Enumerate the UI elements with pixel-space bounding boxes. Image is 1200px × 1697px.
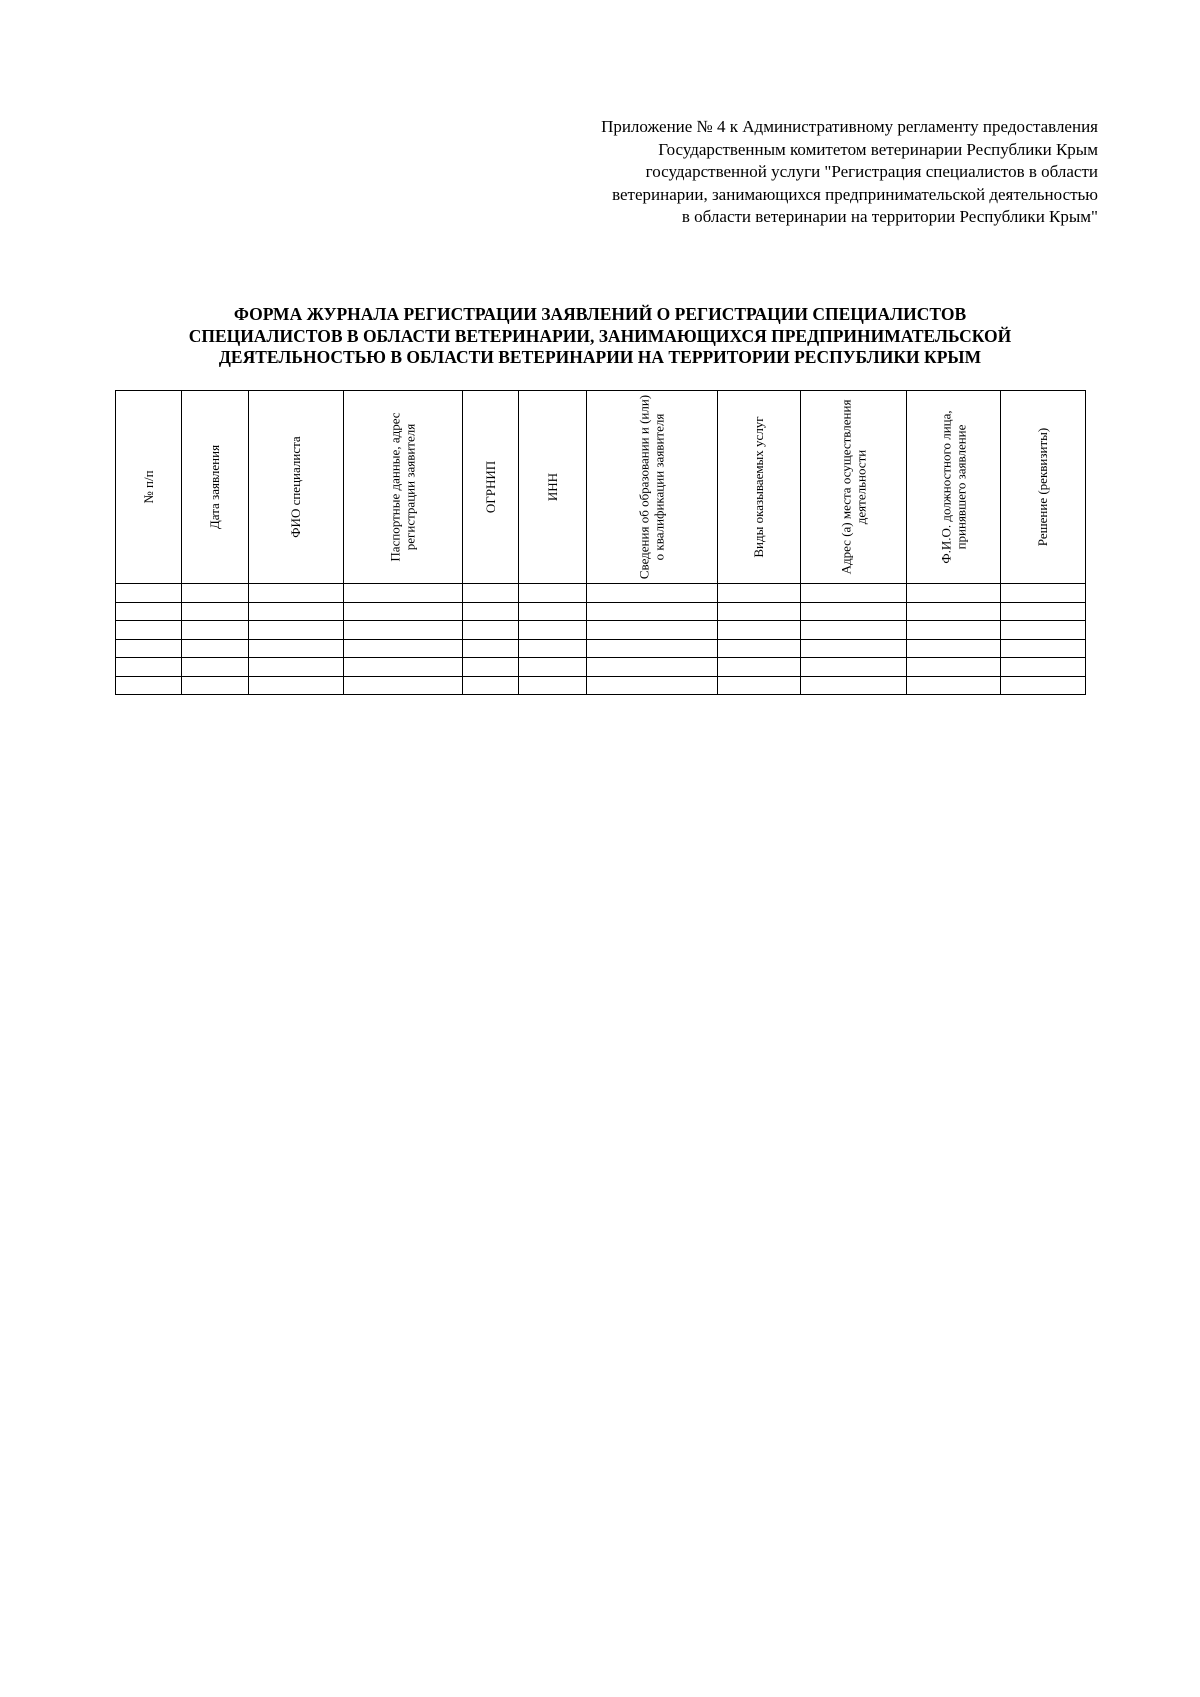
- appendix-line: государственной услуги "Регистрация специалистов в области: [645, 162, 1098, 181]
- table-cell[interactable]: [718, 602, 801, 621]
- form-title-line: ФОРМА ЖУРНАЛА РЕГИСТРАЦИИ ЗАЯВЛЕНИЙ О РЕГИСТРАЦИИ СПЕЦИАЛИСТОВ: [233, 304, 967, 324]
- column-header-label: Адрес (а) места осуществления деятельности: [838, 399, 868, 575]
- column-header-date: [182, 391, 249, 584]
- column-header-label: ОГРНИП: [482, 460, 498, 514]
- table-cell[interactable]: [907, 658, 1001, 677]
- table-cell[interactable]: [1001, 658, 1086, 677]
- table-cell[interactable]: [587, 602, 718, 621]
- table-row: [116, 639, 1086, 658]
- table-cell[interactable]: [1001, 676, 1086, 695]
- table-cell[interactable]: [587, 621, 718, 640]
- table-cell[interactable]: [249, 584, 344, 603]
- column-header-education: [587, 391, 718, 584]
- appendix-line: в области ветеринарии на территории Республики Крым": [681, 207, 1098, 226]
- table-cell[interactable]: [519, 658, 587, 677]
- table-cell[interactable]: [907, 584, 1001, 603]
- table-body: [116, 584, 1086, 695]
- table-row: [116, 584, 1086, 603]
- column-header-label: Ф.И.О. должностного лица, принявшего заявление: [938, 410, 968, 564]
- registration-journal-table: [115, 390, 1086, 695]
- table-cell[interactable]: [718, 621, 801, 640]
- form-title: [100, 304, 1100, 369]
- table-cell[interactable]: [801, 621, 907, 640]
- table-cell[interactable]: [1001, 639, 1086, 658]
- column-header-label: Сведения об образовании и (или) о квалификации заявителя: [636, 394, 666, 580]
- column-header-official: [907, 391, 1001, 584]
- table-cell[interactable]: [344, 602, 463, 621]
- column-header-label: Решение (реквизиты): [1034, 427, 1050, 547]
- table-cell[interactable]: [182, 621, 249, 640]
- appendix-line: Государственным комитетом ветеринарии Республики Крым: [658, 139, 1098, 159]
- appendix-line: Приложение № 4 к Административному регламенту предоставления: [601, 117, 1098, 136]
- table-cell[interactable]: [116, 676, 182, 695]
- table-cell[interactable]: [463, 584, 519, 603]
- table-cell[interactable]: [519, 584, 587, 603]
- table-cell[interactable]: [344, 584, 463, 603]
- column-header-label: ИНН: [544, 472, 560, 502]
- table-cell[interactable]: [463, 658, 519, 677]
- table-cell[interactable]: [519, 602, 587, 621]
- table-row: [116, 621, 1086, 640]
- table-cell[interactable]: [801, 584, 907, 603]
- table-cell[interactable]: [519, 639, 587, 658]
- table-cell[interactable]: [587, 658, 718, 677]
- column-header-address: [801, 391, 907, 584]
- table-cell[interactable]: [718, 639, 801, 658]
- column-header-label: № п/п: [140, 470, 156, 504]
- table-cell[interactable]: [1001, 621, 1086, 640]
- table-cell[interactable]: [1001, 602, 1086, 621]
- table-cell[interactable]: [718, 584, 801, 603]
- table-cell[interactable]: [182, 658, 249, 677]
- table-cell[interactable]: [463, 602, 519, 621]
- table-cell[interactable]: [907, 676, 1001, 695]
- column-header-number: [116, 391, 182, 584]
- column-header-label: ФИО специалиста: [287, 436, 303, 538]
- table-header-row: [116, 391, 1086, 584]
- table-cell[interactable]: [801, 676, 907, 695]
- table-cell[interactable]: [718, 658, 801, 677]
- table-row: [116, 658, 1086, 677]
- table-cell[interactable]: [116, 639, 182, 658]
- table-cell[interactable]: [801, 639, 907, 658]
- table-cell[interactable]: [344, 621, 463, 640]
- table-cell[interactable]: [907, 621, 1001, 640]
- table-cell[interactable]: [519, 676, 587, 695]
- table-cell[interactable]: [463, 621, 519, 640]
- table-cell[interactable]: [587, 584, 718, 603]
- column-header-label: Дата заявления: [206, 444, 222, 530]
- table-cell[interactable]: [718, 676, 801, 695]
- table-cell[interactable]: [907, 602, 1001, 621]
- table-cell[interactable]: [519, 621, 587, 640]
- form-title-line: СПЕЦИАЛИСТОВ В ОБЛАСТИ ВЕТЕРИНАРИИ, ЗАНИМАЮЩИХСЯ ПРЕДПРИНИМАТЕЛЬСКОЙ: [188, 325, 1012, 346]
- table-cell[interactable]: [182, 602, 249, 621]
- table-cell[interactable]: [182, 639, 249, 658]
- table-cell[interactable]: [907, 639, 1001, 658]
- table-cell[interactable]: [344, 658, 463, 677]
- table-cell[interactable]: [801, 658, 907, 677]
- table-cell[interactable]: [587, 639, 718, 658]
- table-cell[interactable]: [587, 676, 718, 695]
- table-cell[interactable]: [249, 602, 344, 621]
- column-header-decision: [1001, 391, 1086, 584]
- appendix-line: ветеринарии, занимающихся предпринимательской деятельностью: [612, 184, 1098, 204]
- table-cell[interactable]: [463, 639, 519, 658]
- table-cell[interactable]: [249, 676, 344, 695]
- table-cell[interactable]: [344, 639, 463, 658]
- table-cell[interactable]: [116, 621, 182, 640]
- table-cell[interactable]: [116, 602, 182, 621]
- appendix-note: [478, 116, 1098, 229]
- table-cell[interactable]: [249, 621, 344, 640]
- table-cell[interactable]: [182, 584, 249, 603]
- column-header-ogrnip: [463, 391, 519, 584]
- table-cell[interactable]: [116, 658, 182, 677]
- form-title-line: ДЕЯТЕЛЬНОСТЬЮ В ОБЛАСТИ ВЕТЕРИНАРИИ НА ТЕРРИТОРИИ РЕСПУБЛИКИ КРЫМ: [218, 347, 982, 367]
- column-header-inn: [519, 391, 587, 584]
- table-cell[interactable]: [116, 584, 182, 603]
- column-header-passport: [344, 391, 463, 584]
- column-header-specialist-name: [249, 391, 344, 584]
- table-row: [116, 676, 1086, 695]
- table-cell[interactable]: [182, 676, 249, 695]
- column-header-services: [718, 391, 801, 584]
- column-header-label: Паспортные данные, адрес регистрации заявителя: [387, 412, 417, 562]
- column-header-label: Виды оказываемых услуг: [750, 416, 766, 558]
- table-cell[interactable]: [801, 602, 907, 621]
- table-cell[interactable]: [463, 676, 519, 695]
- table-cell[interactable]: [249, 639, 344, 658]
- table-row: [116, 602, 1086, 621]
- table-cell[interactable]: [249, 658, 344, 677]
- table-cell[interactable]: [344, 676, 463, 695]
- table-cell[interactable]: [1001, 584, 1086, 603]
